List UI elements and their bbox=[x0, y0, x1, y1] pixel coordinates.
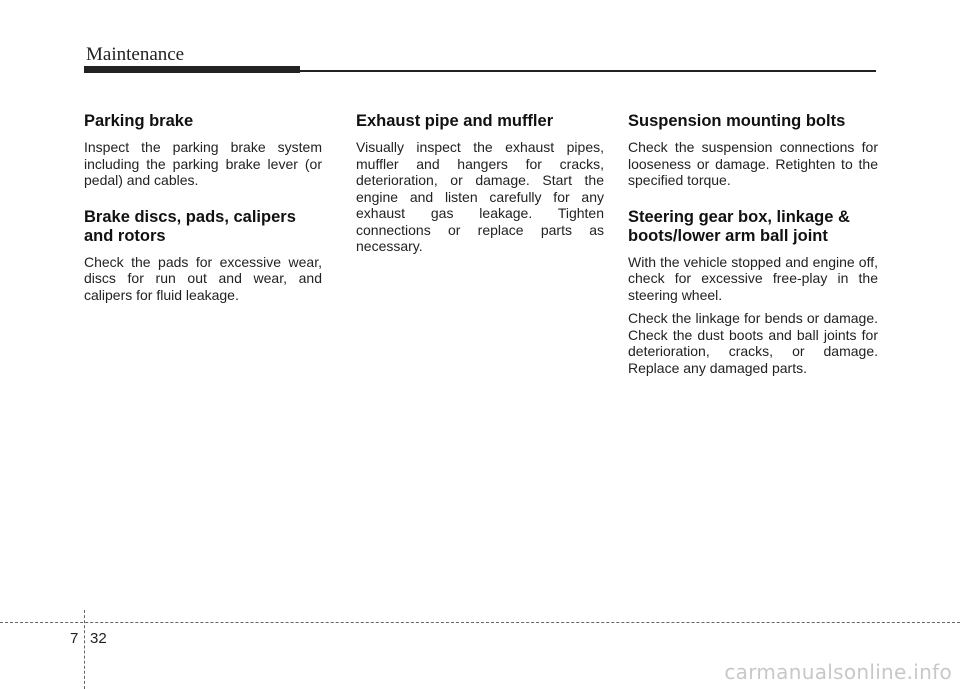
section-heading: Exhaust pipe and muffler bbox=[356, 112, 554, 130]
section-brake-discs bbox=[84, 208, 322, 304]
section-paragraph: Check the suspension connections for looseness or damage. Retighten to the specified torque. bbox=[628, 139, 878, 188]
footer-divider bbox=[0, 622, 960, 623]
footer-vertical-divider bbox=[84, 610, 85, 689]
chapter-number: 7 bbox=[70, 630, 79, 647]
header-title: Maintenance bbox=[86, 44, 185, 65]
section-paragraph: Check the linkage for bends or damage. Check the dust boots and ball joints for deterioration, cracks, or damage. Replace any damaged parts. bbox=[628, 310, 878, 376]
column-3 bbox=[628, 112, 878, 383]
section-heading: Brake discs, pads, calipers and rotors bbox=[84, 207, 296, 245]
section-heading: Suspension mounting bolts bbox=[628, 112, 846, 130]
column-2 bbox=[356, 112, 604, 262]
section-parking-brake bbox=[84, 112, 322, 189]
section-steering-gear bbox=[628, 208, 878, 377]
section-paragraph: With the vehicle stopped and engine off, check for excessive free-play in the steering wheel. bbox=[628, 253, 878, 303]
section-paragraph: Inspect the parking brake system including the parking brake lever (or pedal) and cables. bbox=[84, 139, 322, 188]
section-paragraph: Check the pads for excessive wear, discs for run out and wear, and calipers for fluid leakage. bbox=[84, 253, 322, 303]
page-number: 32 bbox=[90, 630, 107, 647]
section-paragraph: Visually inspect the exhaust pipes, muffler and hangers for cracks, deterioration, or damage. Start the engine and listen carefully for any exhaust gas leakage. Tighten connections or replace parts as necessary. bbox=[356, 139, 604, 254]
section-heading: Steering gear box, linkage & boots/lower arm ball joint bbox=[628, 207, 850, 245]
header-rule-thin bbox=[300, 70, 876, 72]
section-heading: Parking brake bbox=[84, 112, 194, 130]
column-1 bbox=[84, 112, 322, 310]
watermark: carmanualsonline.info bbox=[724, 660, 952, 684]
section-suspension-bolts bbox=[628, 112, 878, 189]
section-exhaust-pipe bbox=[356, 112, 604, 255]
header-rule-thick bbox=[84, 66, 300, 73]
